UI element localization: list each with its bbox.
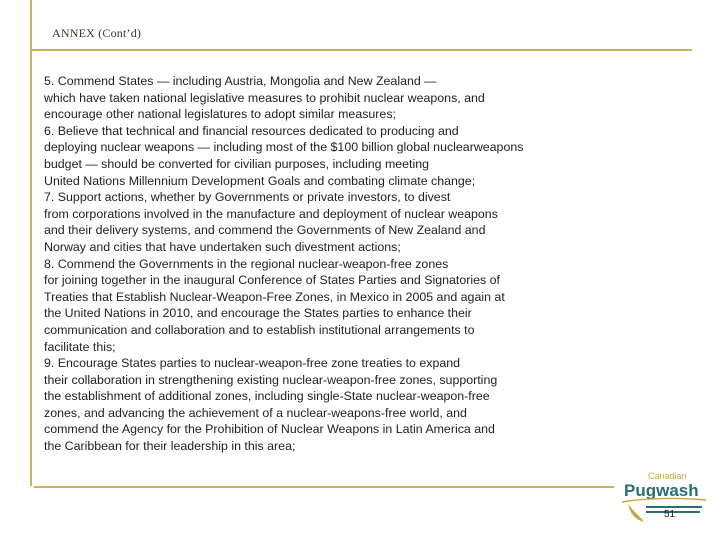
annex-body — [44, 73, 674, 455]
left-border-line — [30, 0, 32, 486]
text-line: encourage other national legislatures to adopt similar measures; — [44, 107, 396, 122]
text-line: 8. Commend the Governments in the regional nuclear-weapon-free zones — [44, 256, 449, 271]
text-line: Treaties that Establish Nuclear-Weapon-Free Zones, in Mexico in 2005 and again at — [44, 289, 505, 304]
text-line: 6. Believe that technical and financial resources dedicated to producing and — [44, 123, 459, 138]
footer-divider — [34, 486, 614, 488]
text-line: 9. Encourage States parties to nuclear-weapon-free zone treaties to expand — [44, 356, 461, 371]
page-title: ANNEX (Cont’d) — [52, 26, 142, 40]
text-line: budget — should be converted for civilian purposes, including meeting — [44, 156, 430, 171]
text-line: for joining together in the inaugural Conference of States Parties and Signatories of — [44, 273, 500, 288]
logo-canadian-text: Canadian — [648, 471, 687, 481]
text-line: Norway and cities that have undertaken such divestment actions; — [44, 239, 401, 254]
logo-leaf-icon — [628, 504, 644, 522]
text-line: the Caribbean for their leadership in this area; — [44, 439, 296, 454]
text-line: their collaboration in strengthening existing nuclear-weapon-free zones, supporting — [44, 372, 498, 387]
text-line: the establishment of additional zones, including single-State nuclear-weapon-free — [44, 389, 490, 404]
page-number: 51 — [664, 509, 676, 520]
text-line: commend the Agency for the Prohibition of Nuclear Weapons in Latin America and — [44, 422, 495, 437]
header-divider — [30, 49, 692, 51]
text-line: communication and collaboration and to establish institutional arrangements to — [44, 322, 475, 337]
text-line: facilitate this; — [44, 339, 116, 354]
text-line: 7. Support actions, whether by Governments or private investors, to divest — [44, 190, 451, 205]
logo-pugwash-text: Pugwash — [624, 481, 699, 500]
text-line: from corporations involved in the manufacture and deployment of nuclear weapons — [44, 206, 498, 221]
text-line: deploying nuclear weapons — including most of the $100 billion global nuclearweapons — [44, 140, 524, 155]
text-line: United Nations Millennium Development Goals and combating climate change; — [44, 173, 476, 188]
text-line: zones, and advancing the achievement of a nuclear-weapons-free world, and — [44, 405, 467, 420]
text-line: which have taken national legislative measures to prohibit nuclear weapons, and — [44, 90, 485, 105]
text-line: and their delivery systems, and commend the Governments of New Zealand and — [44, 223, 486, 238]
logo-tagline-bar-icon — [646, 506, 702, 508]
text-line: the United Nations in 2010, and encourage the States parties to enhance their — [44, 306, 472, 321]
text-line: 5. Commend States — including Austria, Mongolia and New Zealand — — [44, 74, 437, 88]
